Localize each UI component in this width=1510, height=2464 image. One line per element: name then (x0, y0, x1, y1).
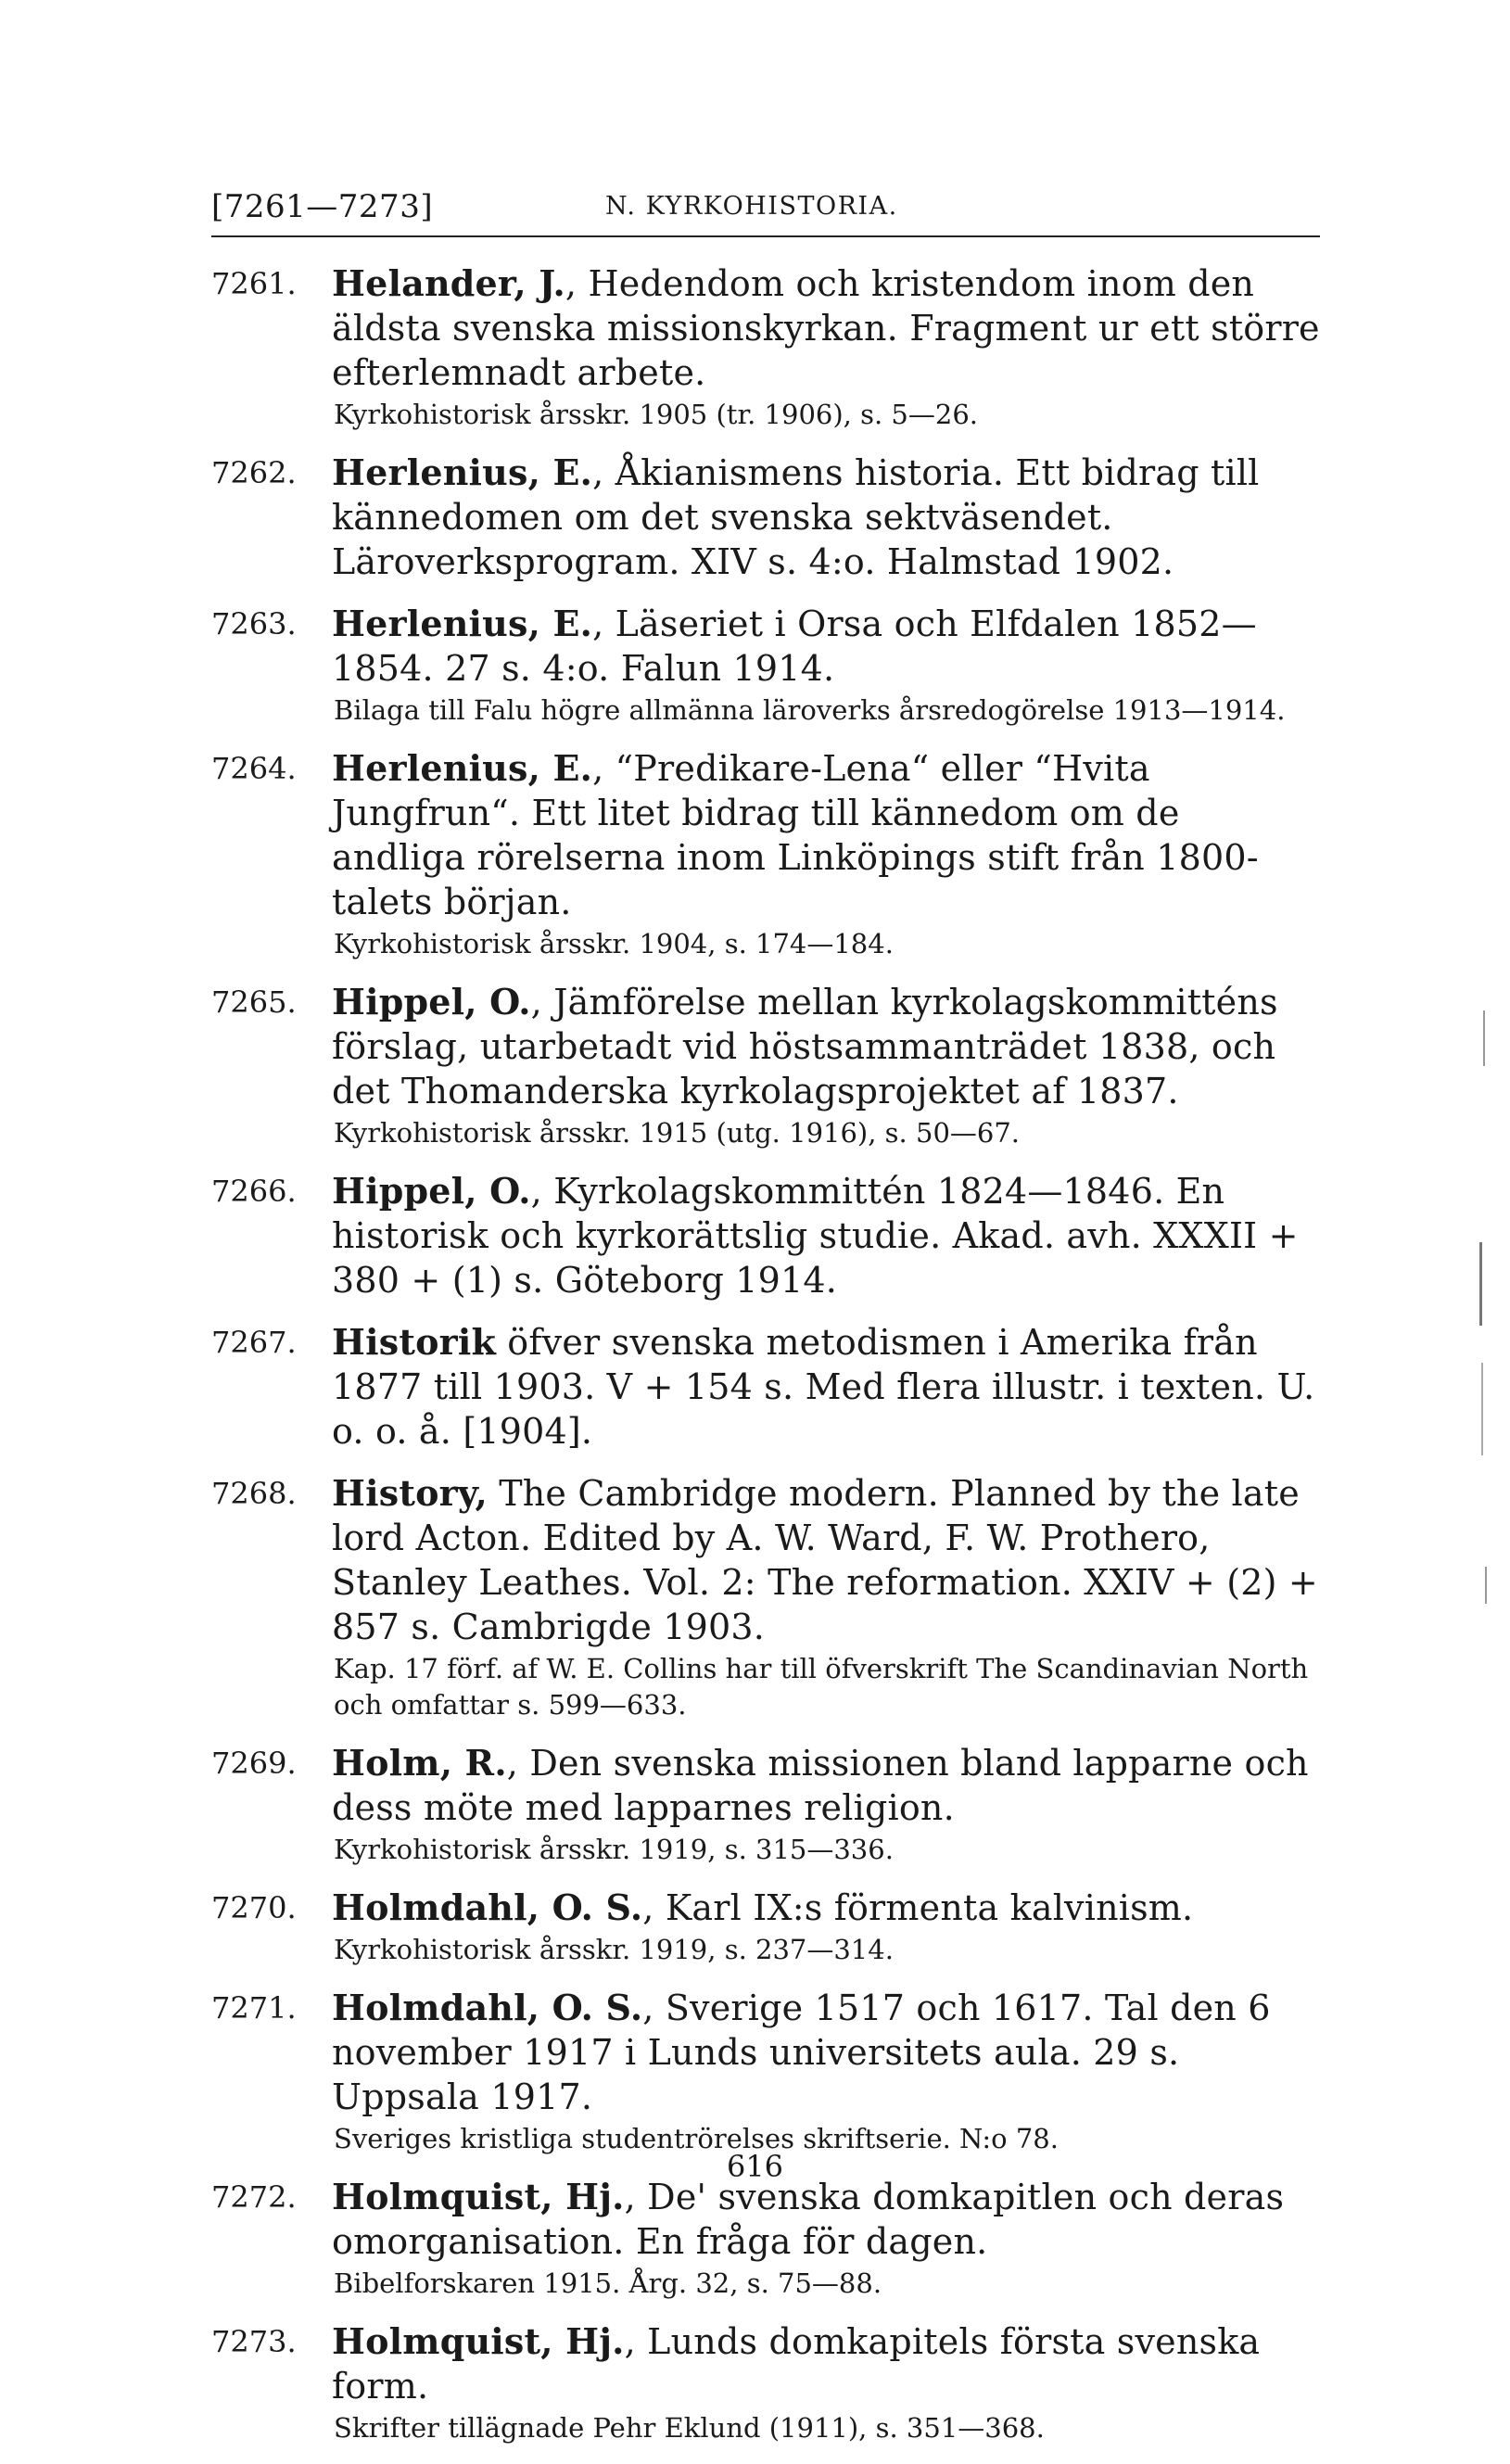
entry-note: Bibelforskaren 1915. Årg. 32, s. 75—88. (334, 2267, 882, 2299)
entry-7261 (211, 261, 1324, 433)
entry-text: The Cambridge modern. Planned by the late lord Acton. Edited by A. W. Ward, F. W. Prothero, Stanley Leathes. Vol. 2: The reformation. XXIV + (2) + 857 s. Cambrigde 1903. (332, 1473, 1318, 1647)
entry-text: , Hedendom och kristendom inom den äldsta svenska missionskyrkan. Fragment ur ett större efterlemnadt arbete. (332, 263, 1320, 393)
entry-7267 (211, 1320, 1324, 1454)
entry-number: 7269. (211, 1746, 297, 1781)
entry-author: Herlenius, E. (332, 747, 593, 789)
section-title: N. KYRKOHISTORIA. (605, 192, 898, 221)
entry-text: , Kyrkolagskommittén 1824—1846. En historisk och kyrkorättslig studie. Akad. avh. XXXII + 380 + (1) s. Göteborg 1914. (332, 1171, 1299, 1301)
entry-number: 7262. (211, 455, 297, 490)
entry-text: , Läseriet i Orsa och Elfdalen 1852—1854. 27 s. 4:o. Falun 1914. (332, 603, 1257, 689)
entry-number: 7265. (211, 984, 297, 1020)
entry-author: Holmquist, Hj. (332, 2176, 625, 2217)
entry-text: öfver svenska metodismen i Amerika från 1877 till 1903. V + 154 s. Med flera illustr. i texten. U. o. o. å. [1904]. (332, 1322, 1315, 1452)
entry-note: Kyrkohistorisk årsskr. 1919, s. 237—314. (334, 1934, 894, 1965)
entry-number: 7264. (211, 751, 297, 786)
entry-text: , Lunds domkapitels första svenska form. (332, 2321, 1261, 2407)
entry-author: Holmquist, Hj. (332, 2320, 625, 2362)
entry-7273 (211, 2319, 1324, 2446)
entry-note: Kap. 17 förf. af W. E. Collins har till öfverskrift The Scandinavian North och omfattar s. 599—633. (334, 1653, 1309, 1721)
entry-7265 (211, 980, 1324, 1151)
entry-author: Hippel, O. (332, 1170, 531, 1212)
entry-text: , Åkianismens historia. Ett bidrag till kännedomen om det svenska sektväsendet. Läroverksprogram. XIV s. 4:o. Halmstad 1902. (332, 452, 1260, 582)
entry-author: Historik (332, 1321, 497, 1363)
page-range: [7261—7273] (211, 188, 434, 225)
entry-author: History, (332, 1472, 488, 1514)
entry-author: Holmdahl, O. S. (332, 1987, 643, 2028)
entry-7263 (211, 602, 1324, 729)
entry-author: Holm, R. (332, 1742, 507, 1784)
entry-7269 (211, 1741, 1324, 1868)
entry-7272 (211, 2175, 1324, 2302)
entry-number: 7261. (211, 266, 297, 301)
entry-note: Sveriges kristliga studentrörelses skriftserie. N:o 78. (334, 2123, 1059, 2154)
entry-number: 7266. (211, 1174, 297, 1209)
entry-7271 (211, 1986, 1324, 2157)
entry-7262 (211, 451, 1324, 584)
entry-number: 7270. (211, 1890, 297, 1925)
entry-7266 (211, 1169, 1324, 1302)
entry-text: , Jämförelse mellan kyrkolagskommitténs förslag, utarbetadt vid höstsammanträdet 1838, och det Thomanderska kyrkolagsprojektet af 1837. (332, 982, 1278, 1111)
entry-author: Herlenius, E. (332, 451, 593, 493)
entry-note: Skrifter tillägnade Pehr Eklund (1911), s. 351—368. (334, 2412, 1045, 2444)
margin-mark (1481, 1363, 1483, 1455)
entry-note: Bilaga till Falu högre allmänna läroverks årsredogörelse 1913—1914. (334, 694, 1286, 726)
entry-number: 7267. (211, 1325, 297, 1360)
bibliography-list (211, 261, 1324, 2464)
entry-number: 7263. (211, 606, 297, 641)
entry-author: Helander, J. (332, 262, 565, 304)
entry-number: 7273. (211, 2324, 297, 2359)
entry-text: , Sverige 1517 och 1617. Tal den 6 november 1917 i Lunds universitets aula. 29 s. Uppsala 1917. (332, 1988, 1271, 2117)
entry-note: Kyrkohistorisk årsskr. 1915 (utg. 1916), s. 50—67. (334, 1117, 1021, 1149)
margin-mark (1485, 1567, 1487, 1604)
entry-7270 (211, 1886, 1324, 1968)
entry-text: , Den svenska missionen bland lapparne och dess möte med lapparnes religion. (332, 1743, 1309, 1828)
entry-7264 (211, 746, 1324, 962)
entry-text: , Karl IX:s förmenta kalvinism. (642, 1887, 1194, 1928)
entry-text: , De' svenska domkapitlen och deras omorganisation. En fråga för dagen. (332, 2177, 1285, 2262)
entry-note: Kyrkohistorisk årsskr. 1919, s. 315—336. (334, 1834, 894, 1865)
margin-mark (1479, 1242, 1482, 1326)
entry-number: 7268. (211, 1476, 297, 1511)
header-rule (211, 235, 1320, 237)
page-header (211, 188, 1324, 235)
entry-author: Holmdahl, O. S. (332, 1886, 643, 1928)
entry-number: 7271. (211, 1990, 297, 2026)
entry-text: , “Predikare-Lena“ eller “Hvita Jungfrun“. Ett litet bidrag till kännedom om de andliga rörelserna inom Linköpings stift från 1800-talets början. (332, 748, 1259, 922)
entry-author: Herlenius, E. (332, 603, 593, 644)
entry-author: Hippel, O. (332, 981, 531, 1022)
entry-number: 7272. (211, 2179, 297, 2215)
margin-mark (1483, 1010, 1485, 1066)
entry-note: Kyrkohistorisk årsskr. 1904, s. 174—184. (334, 928, 894, 959)
page-number: 616 (726, 2149, 784, 2184)
entry-note: Kyrkohistorisk årsskr. 1905 (tr. 1906), s. 5—26. (334, 399, 978, 430)
entry-7268 (211, 1471, 1324, 1723)
